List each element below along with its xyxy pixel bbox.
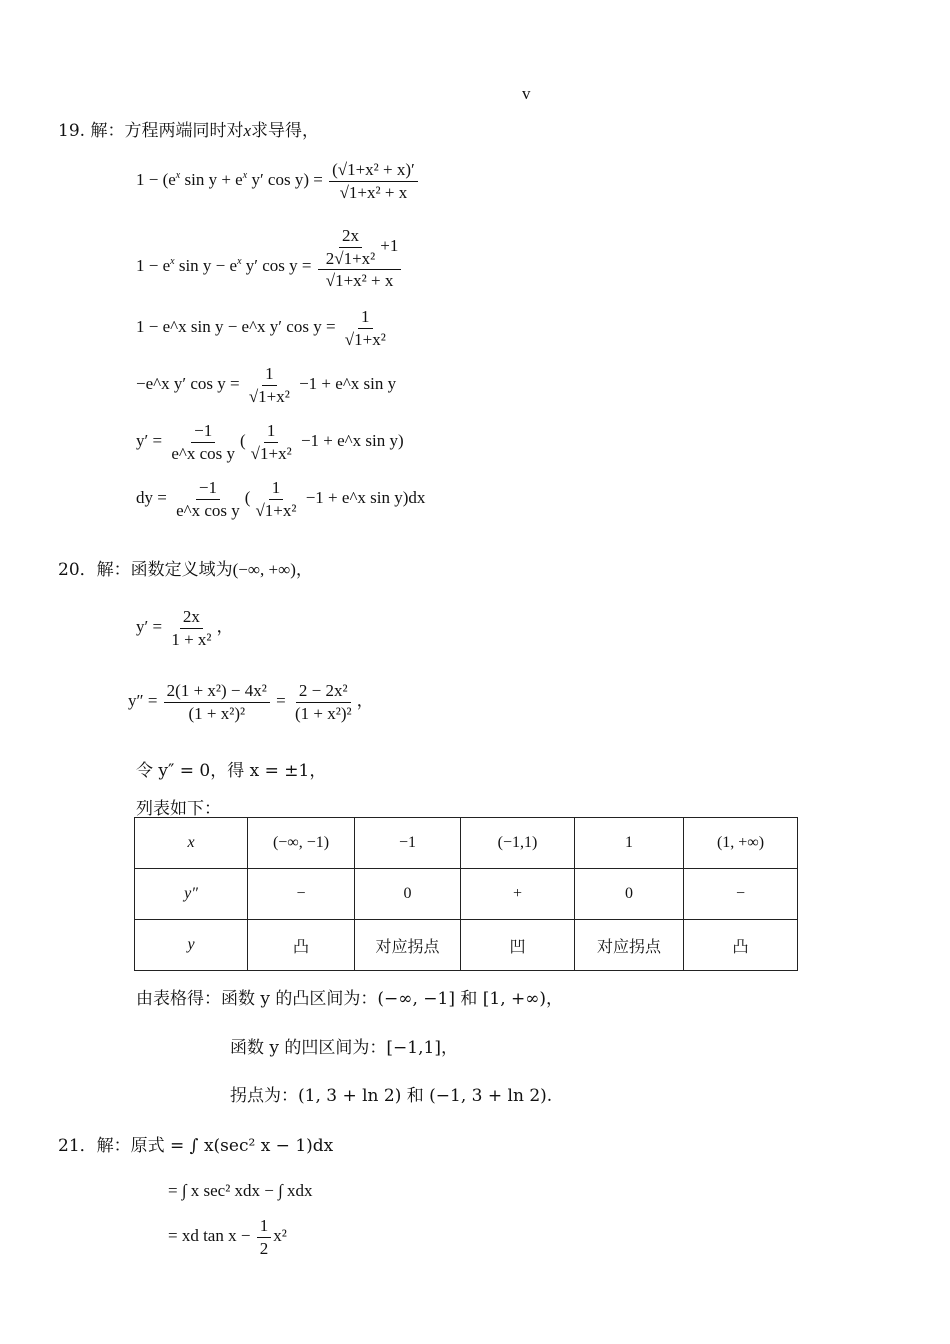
table-row [135, 869, 798, 920]
table-cell: 对应拐点 [575, 920, 684, 971]
table-row [135, 818, 798, 869]
table-cell: (−∞, −1) [248, 818, 355, 869]
q20-table-intro: 列表如下： [136, 799, 221, 819]
q19-eq2-num [318, 226, 402, 270]
q20-d2-equals: = [276, 690, 286, 710]
table-cell: − [248, 869, 355, 920]
q20-d2-den: (1 + x²)² [188, 703, 246, 723]
q20-derivative-2 [128, 681, 374, 723]
q19-eq-5: y′ = $\frac{-1}{\text{e\textasciicircum{}x cos y}}$ ( $\frac{1}{\text{√1+x²}}$ −1 + e^x sin y) [136, 421, 404, 463]
q19-eq-6: dy = $\frac{-1}{\text{e\textasciicircum{}x cos y}}$ ( $\frac{1}{\text{√1+x²}}$ −1 + e^x sin y)dx [136, 478, 426, 520]
table-cell: 0 [355, 869, 461, 920]
table-cell: − [684, 869, 798, 920]
q21-line3-num: 1 [257, 1216, 272, 1238]
q19-eq5-f1-den: e^x cos y [171, 443, 235, 463]
q20-d2-den2: (1 + x²)² [294, 703, 352, 723]
q21-line3-a: = xd tan x − [168, 1225, 251, 1245]
q20-conclusion-concave: 函数 y 的凹区间为：[−1,1]， [230, 1038, 458, 1058]
q20-heading-tail: ， [295, 560, 313, 580]
table-cell: 0 [575, 869, 684, 920]
q20-d2-fraction-2 [292, 681, 355, 723]
q19-eq5-fraction-2 [248, 421, 295, 463]
table-cell: + [461, 869, 575, 920]
q19-eq-3 [136, 307, 391, 349]
q20-d1-lhs: y′ = [136, 616, 163, 636]
q21-line3-fraction [257, 1216, 272, 1258]
q19-eq6-tail: −1 + e^x sin y)dx [305, 487, 426, 507]
q21-line3-den: 2 [259, 1238, 269, 1258]
q19-eq1-lhs-c: y′ cos y) = [247, 169, 323, 189]
q19-eq6-lhs: dy = [136, 487, 167, 507]
q19-eq2-lhs-a: 1 − e [136, 256, 171, 275]
q20-d2-num2: 2 − 2x² [296, 681, 351, 703]
q19-eq1-fraction [329, 160, 418, 202]
q19-eq3-lhs: 1 − e^x sin y − e^x y′ cos y = [136, 316, 336, 336]
q19-eq2-inner-num: 2x [339, 226, 362, 248]
table-cell: y [135, 920, 248, 971]
top-mark: v [522, 84, 531, 103]
q19-eq1-lhs-a: 1 − (e [136, 169, 176, 189]
q19-eq-2: $1 - e^x$ $\sin y - e^x$ y′ cos y = $\frac{2x}{\text{2√1+x²}}$ +1 √1+x² + x [136, 226, 403, 291]
q19-eq5-lhs: y′ = [136, 430, 163, 450]
q19-eq3-num: 1 [358, 307, 373, 329]
q19-eq2-lhs-b: sin y − e [174, 256, 238, 275]
q20-d1-num: 2x [180, 607, 203, 629]
q19-eq2-fraction [318, 226, 402, 291]
q19-eq4-lhs: −e^x y′ cos y = [136, 373, 240, 393]
q21-heading: 21．解：原式 = ∫ x(sec² x − 1)dx [58, 1136, 334, 1156]
table-cell: −1 [355, 818, 461, 869]
q20-heading [58, 555, 313, 580]
q19-eq6-f2-num: 1 [269, 478, 284, 500]
q19-eq-4 [136, 364, 396, 406]
table-cell: x [135, 818, 248, 869]
table-cell: 1 [575, 818, 684, 869]
q19-eq3-fraction [342, 307, 389, 349]
q20-set-zero: 令 y″ = 0，得 x = ±1， [136, 761, 327, 781]
q21-line-2: = ∫ x sec² xdx − ∫ xdx [168, 1181, 313, 1200]
q19-eq6-fraction-2 [252, 478, 299, 520]
q19-eq6-f2-den: √1+x² [255, 500, 297, 520]
q20-d1-fraction [168, 607, 214, 649]
q19-eq4-fraction [246, 364, 293, 406]
q19-eq5-f1-num: −1 [191, 421, 215, 443]
table-cell: 对应拐点 [355, 920, 461, 971]
sign-table [134, 817, 798, 971]
q20-d1-den: 1 + x² [171, 629, 212, 649]
q19-eq5-f2-num: 1 [264, 421, 279, 443]
q19-eq6-f1-den: e^x cos y [176, 500, 240, 520]
q20-domain: (−∞, +∞) [232, 560, 296, 579]
q19-eq3-den: √1+x² [344, 329, 386, 349]
table-cell: 凸 [684, 920, 798, 971]
q20-conclusion-convex: 由表格得：函数 y 的凸区间为：(−∞, −1] 和 [1, +∞)， [136, 989, 564, 1009]
q19-eq2-inner-fraction [323, 226, 379, 268]
q19-heading-text: 19. 解：方程两端同时对 [58, 121, 244, 141]
q19-heading-var: x [243, 121, 251, 140]
q19-eq2-inner-den: 2√1+x² [325, 248, 376, 268]
q19-heading-tail: 求导得， [251, 121, 319, 141]
table-cell: y″ [135, 869, 248, 920]
table-cell: 凹 [461, 920, 575, 971]
q19-eq5-fraction-1 [168, 421, 238, 463]
q20-derivative-1 [136, 607, 234, 649]
q20-conclusion-inflection: 拐点为：(1, 3 + ln 2) 和 (−1, 3 + ln 2). [230, 1086, 553, 1106]
q19-eq-1: $1 - (e^x$ $\sin y + e^x$ y′ cos y) = $\frac{\text{(√1+x² + x)′}}{\text{√1+x² + x}}$ [136, 160, 420, 202]
q20-d2-fraction-1 [164, 681, 270, 723]
table-cell: 凸 [248, 920, 355, 971]
q19-eq1-num: (√1+x² + x)′ [329, 160, 418, 182]
q19-eq5-f2-den: √1+x² [250, 443, 292, 463]
q19-eq6-f1-num: −1 [196, 478, 220, 500]
q20-d2-num: 2(1 + x²) − 4x² [164, 681, 270, 703]
q20-d1-tail: ， [216, 616, 234, 636]
q19-eq2-plus-one: +1 [380, 235, 399, 255]
q19-eq5-tail: −1 + e^x sin y) [300, 430, 404, 450]
table-cell: (−1,1) [461, 818, 575, 869]
q19-eq4-tail: −1 + e^x sin y [299, 373, 397, 393]
q19-eq2-lhs-c: y′ cos y = [241, 256, 312, 275]
table-row [135, 920, 798, 971]
q21-line3-b: x² [273, 1225, 287, 1245]
q19-eq4-num: 1 [262, 364, 277, 386]
table-cell: (1, +∞) [684, 818, 798, 869]
q19-heading [58, 116, 319, 141]
q19-eq2-den: √1+x² + x [325, 271, 394, 291]
q19-eq1-den: √1+x² + x [339, 182, 408, 202]
q19-eq4-den: √1+x² [248, 386, 290, 406]
q19-eq1-lhs-b: sin y + e [180, 169, 243, 189]
q20-d2-lhs: y″ = [128, 690, 158, 710]
q20-heading-text: 20．解：函数定义域为 [58, 560, 233, 580]
q21-line-3 [168, 1216, 287, 1258]
q19-eq6-fraction-1 [173, 478, 243, 520]
q20-d2-tail: ， [356, 690, 374, 710]
